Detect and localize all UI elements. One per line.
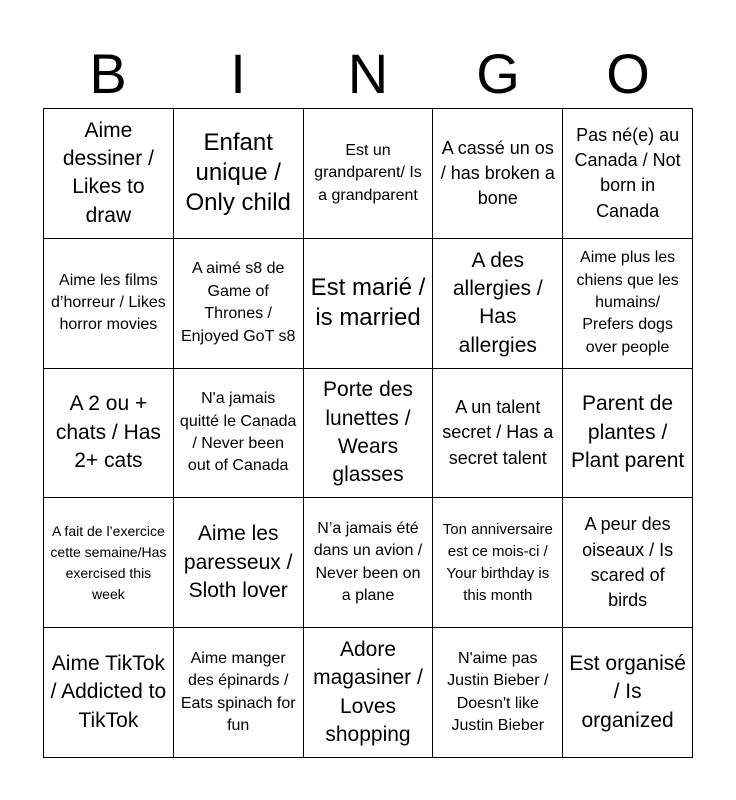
header-letter-g: G <box>476 42 520 105</box>
bingo-cell[interactable]: N’a jamais été dans un avion / Never been on a plane <box>304 498 434 628</box>
bingo-cell[interactable]: Est marié / is married <box>304 239 434 369</box>
bingo-cell[interactable]: A des allergies / Has allergies <box>433 239 563 369</box>
bingo-cell[interactable]: A cassé un os / has broken a bone <box>433 109 563 239</box>
header-letter-b: B <box>89 42 127 105</box>
bingo-board <box>43 108 693 758</box>
bingo-cell[interactable]: Aime les paresseux / Sloth lover <box>174 498 304 628</box>
bingo-cell[interactable]: Est un grandparent/ Is a grandparent <box>304 109 434 239</box>
bingo-cell[interactable]: N'aime pas Justin Bieber / Doesn't like Justin Bieber <box>433 628 563 758</box>
header-letter-i: I <box>230 42 246 105</box>
bingo-cell[interactable]: A peur des oiseaux / Is scared of birds <box>563 498 693 628</box>
bingo-header <box>43 40 693 108</box>
bingo-cell[interactable]: Aime dessiner / Likes to draw <box>44 109 174 239</box>
bingo-cell[interactable]: Enfant unique / Only child <box>174 109 304 239</box>
header-letter-n: N <box>347 42 389 105</box>
bingo-cell[interactable]: Est organisé / Is organized <box>563 628 693 758</box>
bingo-cell[interactable]: Parent de plantes / Plant parent <box>563 369 693 499</box>
bingo-cell[interactable]: Ton anniversaire est ce mois-ci / Your birthday is this month <box>433 498 563 628</box>
bingo-cell[interactable]: Aime les films d’horreur / Likes horror movies <box>44 239 174 369</box>
bingo-cell[interactable]: Adore magasiner / Loves shopping <box>304 628 434 758</box>
bingo-cell[interactable]: A fait de l’exercice cette semaine/Has exercised this week <box>44 498 174 628</box>
bingo-cell[interactable]: Porte des lunettes / Wears glasses <box>304 369 434 499</box>
bingo-cell[interactable]: N'a jamais quitté le Canada / Never been out of Canada <box>174 369 304 499</box>
bingo-cell[interactable]: A un talent secret / Has a secret talent <box>433 369 563 499</box>
bingo-cell[interactable]: A 2 ou + chats / Has 2+ cats <box>44 369 174 499</box>
bingo-cell[interactable]: Pas né(e) au Canada / Not born in Canada <box>563 109 693 239</box>
bingo-cell[interactable]: Aime plus les chiens que les humains/ Prefers dogs over people <box>563 239 693 369</box>
header-letter-o: O <box>606 42 650 105</box>
bingo-cell[interactable]: A aimé s8 de Game of Thrones / Enjoyed GoT s8 <box>174 239 304 369</box>
bingo-cell[interactable]: Aime TikTok / Addicted to TikTok <box>44 628 174 758</box>
bingo-cell[interactable]: Aime manger des épinards / Eats spinach for fun <box>174 628 304 758</box>
